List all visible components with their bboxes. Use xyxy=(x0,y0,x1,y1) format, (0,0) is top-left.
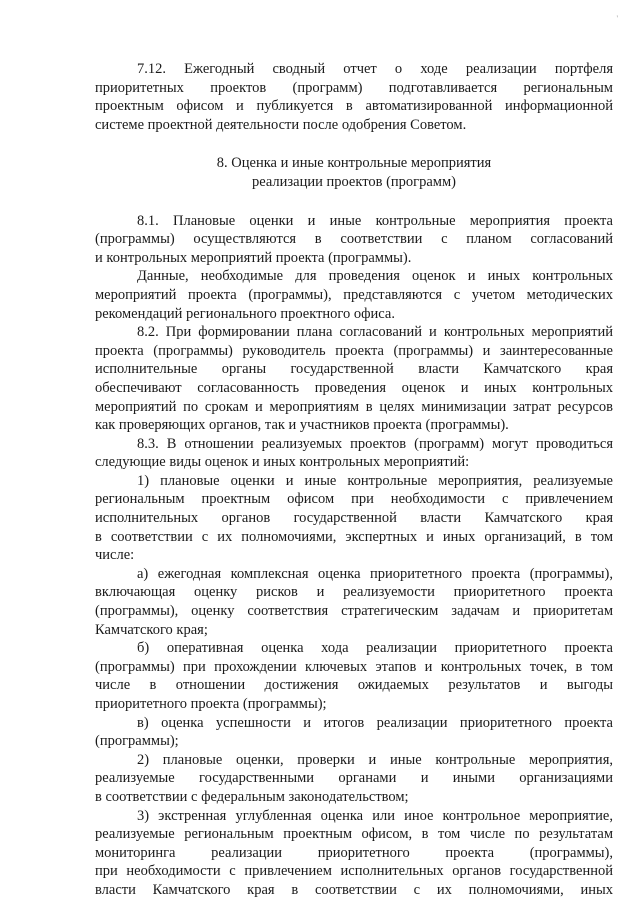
text-line: числе: xyxy=(95,547,135,564)
text-line: мероприятий по срокам и мероприятиям в целях минимизации затрат ресурсов xyxy=(95,398,613,415)
text-line: исполнительных органов государственной власти Камчатского края xyxy=(95,510,613,527)
text-line: 8.3. В отношении реализуемых проектов (программ) могут проводиться xyxy=(137,435,613,452)
paragraph-8-2 xyxy=(95,323,613,435)
paragraph-8-3 xyxy=(95,435,613,472)
text-line: в) оценка успешности и итогов реализации приоритетного проекта xyxy=(137,714,613,731)
text-line: проекта (программы) руководитель проекта (программы) и заинтересованные xyxy=(95,342,613,359)
paragraph-8-1-data xyxy=(95,267,613,323)
text-line: 1) плановые оценки и иные контрольные мероприятия, реализуемые xyxy=(137,472,613,489)
text-line: числе в отношении достижения ожидаемых результатов и выгоды xyxy=(95,677,613,694)
text-line: (программы); xyxy=(95,733,179,750)
text-line: включающая оценку рисков и реализуемости приоритетного проекта xyxy=(95,584,613,601)
text-line: (программы) осуществляются в соответствии с планом согласований xyxy=(95,231,613,248)
text-line: проектным офисом и публикуется в автоматизированной информационной xyxy=(95,98,613,115)
heading-line: реализации проектов (программ) xyxy=(252,173,456,190)
text-line: (программы) при прохождении ключевых этапов и контрольных точек, в том xyxy=(95,658,613,675)
text-line: и контрольных мероприятий проекта (программы). xyxy=(95,249,412,266)
list-item-1 xyxy=(95,472,613,565)
text-line: Камчатского края; xyxy=(95,621,208,638)
text-line: б) оперативная оценка хода реализации приоритетного проекта xyxy=(137,640,613,657)
paragraph-8-1 xyxy=(95,212,613,268)
text-line: обеспечивают согласованность проведения оценок и иных контрольных xyxy=(95,379,613,396)
text-line: исполнительные органы государственной власти Камчатского края xyxy=(95,361,613,378)
text-line: 8.1. Плановые оценки и иные контрольные мероприятия проекта xyxy=(137,212,613,229)
text-line: приоритетного проекта (программы); xyxy=(95,696,327,712)
list-item-v xyxy=(95,714,613,751)
text-line: власти Камчатского края в соответствии с их полномочиями, иных xyxy=(95,881,613,898)
heading-line: 8. Оценка и иные контрольные мероприятия xyxy=(216,155,492,172)
list-item-3 xyxy=(95,807,613,900)
text-line: системе проектной деятельности после одобрения Советом. xyxy=(95,116,467,133)
paragraph-7-12 xyxy=(95,60,613,134)
text-line: Данные, необходимые для проведения оценок и иных контрольных xyxy=(137,268,613,285)
list-item-a xyxy=(95,565,613,639)
text-line: приоритетных проектов (программ) подготавливается региональным xyxy=(95,79,613,96)
text-line: региональным проектным офисом при необходимости с привлечением xyxy=(95,491,613,508)
list-item-b xyxy=(95,639,613,713)
text-line: 8.2. При формировании плана согласований и контрольных мероприятий xyxy=(137,324,613,341)
text-line: мониторинга реализации приоритетного проекта (программы), xyxy=(95,844,613,861)
page-corner-mark: ' xyxy=(616,14,618,23)
text-line: 2) плановые оценки, проверки и иные контрольные мероприятия, xyxy=(137,751,613,768)
text-line: следующие виды оценок и иных контрольных мероприятий: xyxy=(95,454,470,471)
text-line: реализуемые государственными органами и иными организациями xyxy=(95,770,613,787)
text-line: в соответствии с их полномочиями, экспертных и иных организаций, в том xyxy=(95,528,613,545)
text-line: как проверяющих органов, так и участников проекта (программы). xyxy=(95,417,509,434)
document-body xyxy=(95,60,613,900)
text-line: рекомендаций регионального проектного офиса. xyxy=(95,305,395,322)
text-line: в соответствии с федеральным законодательством; xyxy=(95,788,409,805)
list-item-2 xyxy=(95,751,613,807)
text-line: (программы), оценку соответствия стратегическим задачам и приоритетам xyxy=(95,603,613,620)
text-line: при необходимости с привлечением исполнительных органов государственной xyxy=(95,863,613,880)
text-line: 3) экстренная углубленная оценка или иное контрольное мероприятие, xyxy=(137,807,613,824)
text-line: 7.12. Ежегодный сводный отчет о ходе реализации портфеля xyxy=(137,61,613,77)
text-line: реализуемые региональным проектным офисом, в том числе по результатам xyxy=(95,826,613,843)
text-line: мероприятий проекта (программы), представляются с учетом методических xyxy=(95,286,613,303)
text-line: а) ежегодная комплексная оценка приоритетного проекта (программы), xyxy=(137,565,613,582)
section-8-heading xyxy=(95,154,613,191)
